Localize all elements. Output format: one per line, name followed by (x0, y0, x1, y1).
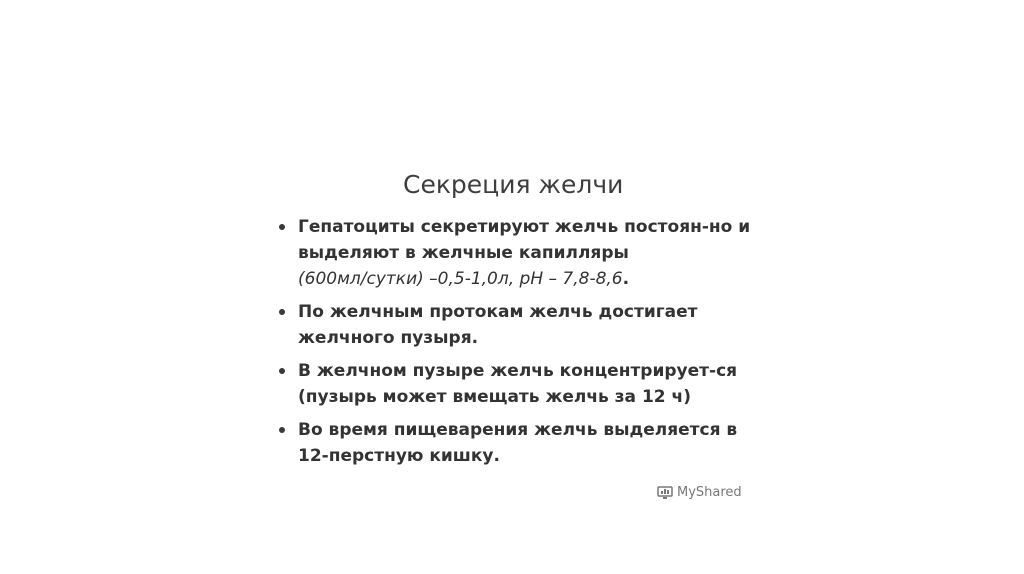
bullet-dot (279, 224, 285, 230)
slide-title: Секреция желчи (403, 170, 624, 199)
bullet-item (272, 299, 742, 351)
bullet-dot (279, 309, 285, 315)
bullet-line: Во время пищеварения желчь выделяется в (298, 420, 738, 440)
watermark (657, 485, 742, 500)
myshared-logo-icon (657, 486, 673, 500)
bullet-line: По желчным протокам желчь достигает (298, 302, 698, 322)
bullet-item (272, 358, 742, 410)
bullet-line: Гепатоциты секретируют желчь постоян-но и (298, 217, 751, 237)
bullet-italic-text: (600мл/сутки) –0,5-1,0л, pH – 7,8-8,6 (298, 269, 623, 289)
bullet-item (272, 417, 742, 469)
bullet-line-italic (298, 266, 742, 292)
bullet-line: 12-перстную кишку. (298, 446, 500, 466)
bullet-line: (пузырь может вмещать желчь за 12 ч) (298, 387, 691, 407)
bullet-list (272, 214, 751, 476)
bullet-line: В желчном пузыре желчь концентрирует-ся (298, 361, 738, 381)
bullet-italic-tail: . (622, 269, 630, 289)
bullet-item (272, 214, 751, 292)
bullet-dot (279, 368, 285, 374)
watermark-text: MyShared (677, 485, 742, 500)
bullet-line: выделяют в желчные капилляры (298, 243, 629, 263)
bullet-line: желчного пузыря. (298, 328, 479, 348)
bullet-dot (279, 427, 285, 433)
